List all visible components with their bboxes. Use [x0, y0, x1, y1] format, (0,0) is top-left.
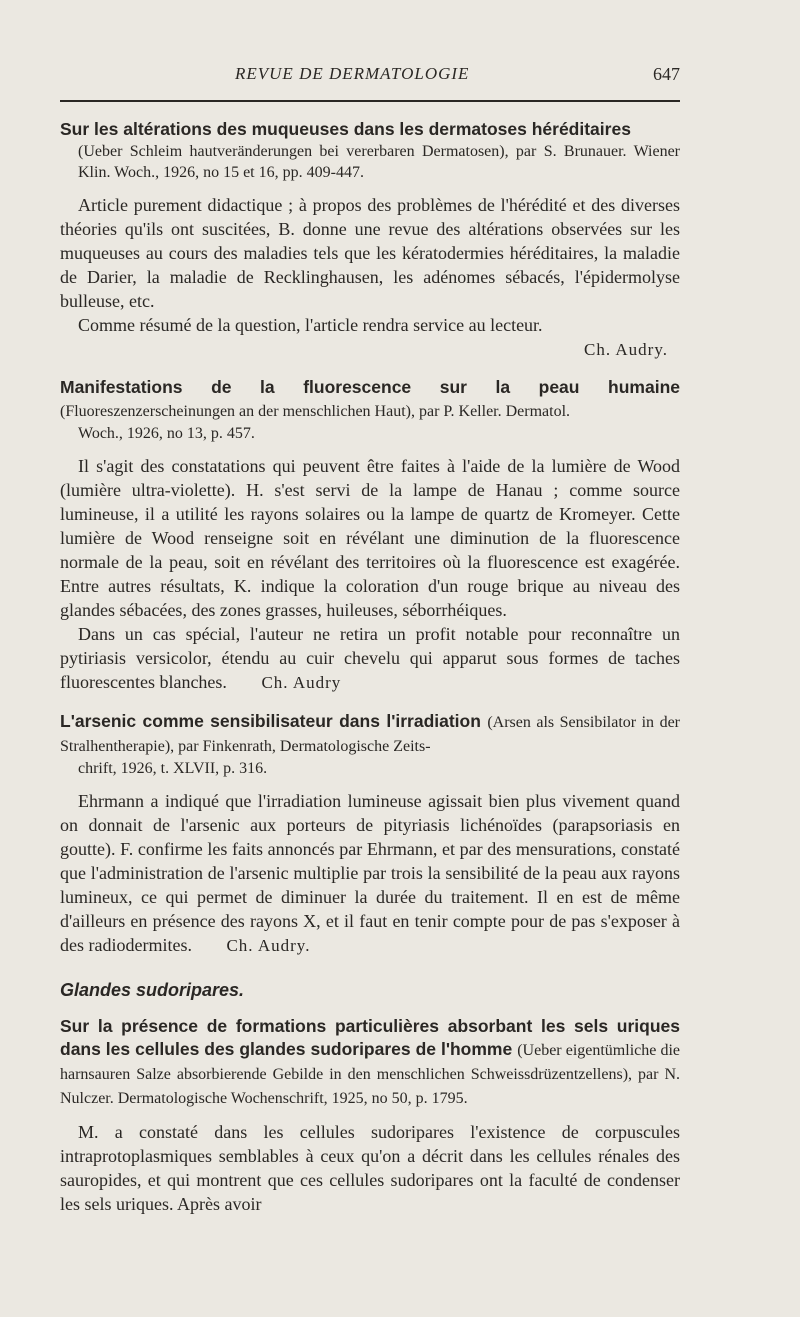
article-reference: Woch., 1926, no 13, p. 457.: [78, 424, 255, 442]
author-signature: Ch. Audry.: [584, 339, 668, 359]
article-paragraph: Il s'agit des constatations qui peuvent être faites à l'aide de la lumière de Wood (lumière ultra-violette). H. s'est servi de la lampe de Hanau ; comme source lumineuse, il a utilité les rayons solaires ou la lampe de quartz de Kromeyer. Cette lumière de Wood renseigne soit en révélant une diminution de la fluorescence normale de la peau, soit en révélant des territoires où la fluorescence est exagérée. Entre autres résultats, K. indique la coloration d'un rouge brique au niveau des glandes sébacées, des zones grasses, huileuses, séborrhéiques.: [60, 455, 680, 621]
article-heading: Manifestations de la fluorescence sur la peau humaine (Fluoreszenzerscheinungen an der menschlichen Haut), par P. Keller. Dermatol.: [60, 376, 680, 420]
article-heading: Sur la présence de formations particulières absorbant les sels uriques dans les cellules des glandes sudoripares de l'homme (Ueber eigentümliche die harnsauren Salze absorbierende Gebilde in den menschlichen Schweissdrüzentzellens), par N. Nulczer. Dermatologische Wochenschrift, 1925, no 50, p. 1795.: [60, 1016, 680, 1108]
author-signature: Ch. Audry.: [226, 936, 311, 956]
article-fluorescence: [60, 376, 680, 696]
article-heading: Sur les altérations des muqueuses dans les dermatoses héréditaires: [60, 119, 631, 139]
article-paragraph: Comme résumé de la question, l'article rendra service au lecteur.: [78, 315, 543, 336]
article-heading: L'arsenic comme sensibilisateur dans l'irradiation (Arsen als Sensibilator in der Stralhentherapie), par Finkenrath, Dermatologische Zeits-: [60, 710, 680, 755]
article-paragraph: Ehrmann a indiqué que l'irradiation lumineuse agissait bien plus vivement quand on donnait de l'arsenic aux porteurs de pityriasis lichénoïdes (parapsoriasis en goutte). F. confirme les faits annoncés par Ehrmann, et par des mensurations, constaté que l'administration de l'arsenic multiplie par trois la sensibilité de la peau aux rayons lumineux, ce qui permet de diminuer la durée du traitement. Il en est de même d'ailleurs en présence des rayons X, et il faut en tenir compte pour de pas s'exposer à des radiodermites. Ch. Audry.: [60, 790, 680, 956]
header-rule: [60, 100, 680, 102]
journal-title: REVUE DE DERMATOLOGIE: [235, 64, 470, 83]
author-signature: Ch. Audry: [261, 673, 342, 693]
article-paragraph: Article purement didactique ; à propos des problèmes de l'hérédité et des diverses théories qu'ils ont suscitées, B. donne une revue des altérations observées sur les muqueuses au cours des maladies tels que les kératodermies héréditaires, la maladie de Darier, la maladie de Recklinghausen, les adénomes sébacés, l'épidermolyse bulleuse, etc.: [60, 195, 680, 312]
page-body: [60, 118, 680, 1217]
article-mucous-membranes: [60, 118, 680, 362]
article-reference: chrift, 1926, t. XLVII, p. 316.: [78, 759, 268, 777]
article-paragraph: M. a constaté dans les cellules sudoripares l'existence de corpuscules intraprotoplasmiques semblables à ceux qu'on a décrit dans les cellules rénales des sauropides, et qui montrent que ces cellules sudoripares ont la faculté de condenser les sels uriques. Après avoir: [60, 1122, 680, 1215]
article-reference: (Ueber Schleim hautveränderungen bei vererbaren Dermatosen), par S. Brunauer. Wiener Klin. Woch., 1926, no 15 et 16, pp. 409-447.: [78, 143, 681, 181]
page-number: 647: [653, 64, 680, 84]
article-arsenic: [60, 710, 680, 959]
article-paragraph: Dans un cas spécial, l'auteur ne retira un profit notable pour reconnaître un pytiriasis versicolor, étendu au cuir chevelu qui apparut sous formes de taches fluorescentes blanches. Ch. Audry: [60, 624, 680, 693]
article-sweat-glands: [60, 1015, 680, 1216]
section-title: Glandes sudoripares.: [60, 980, 245, 1001]
